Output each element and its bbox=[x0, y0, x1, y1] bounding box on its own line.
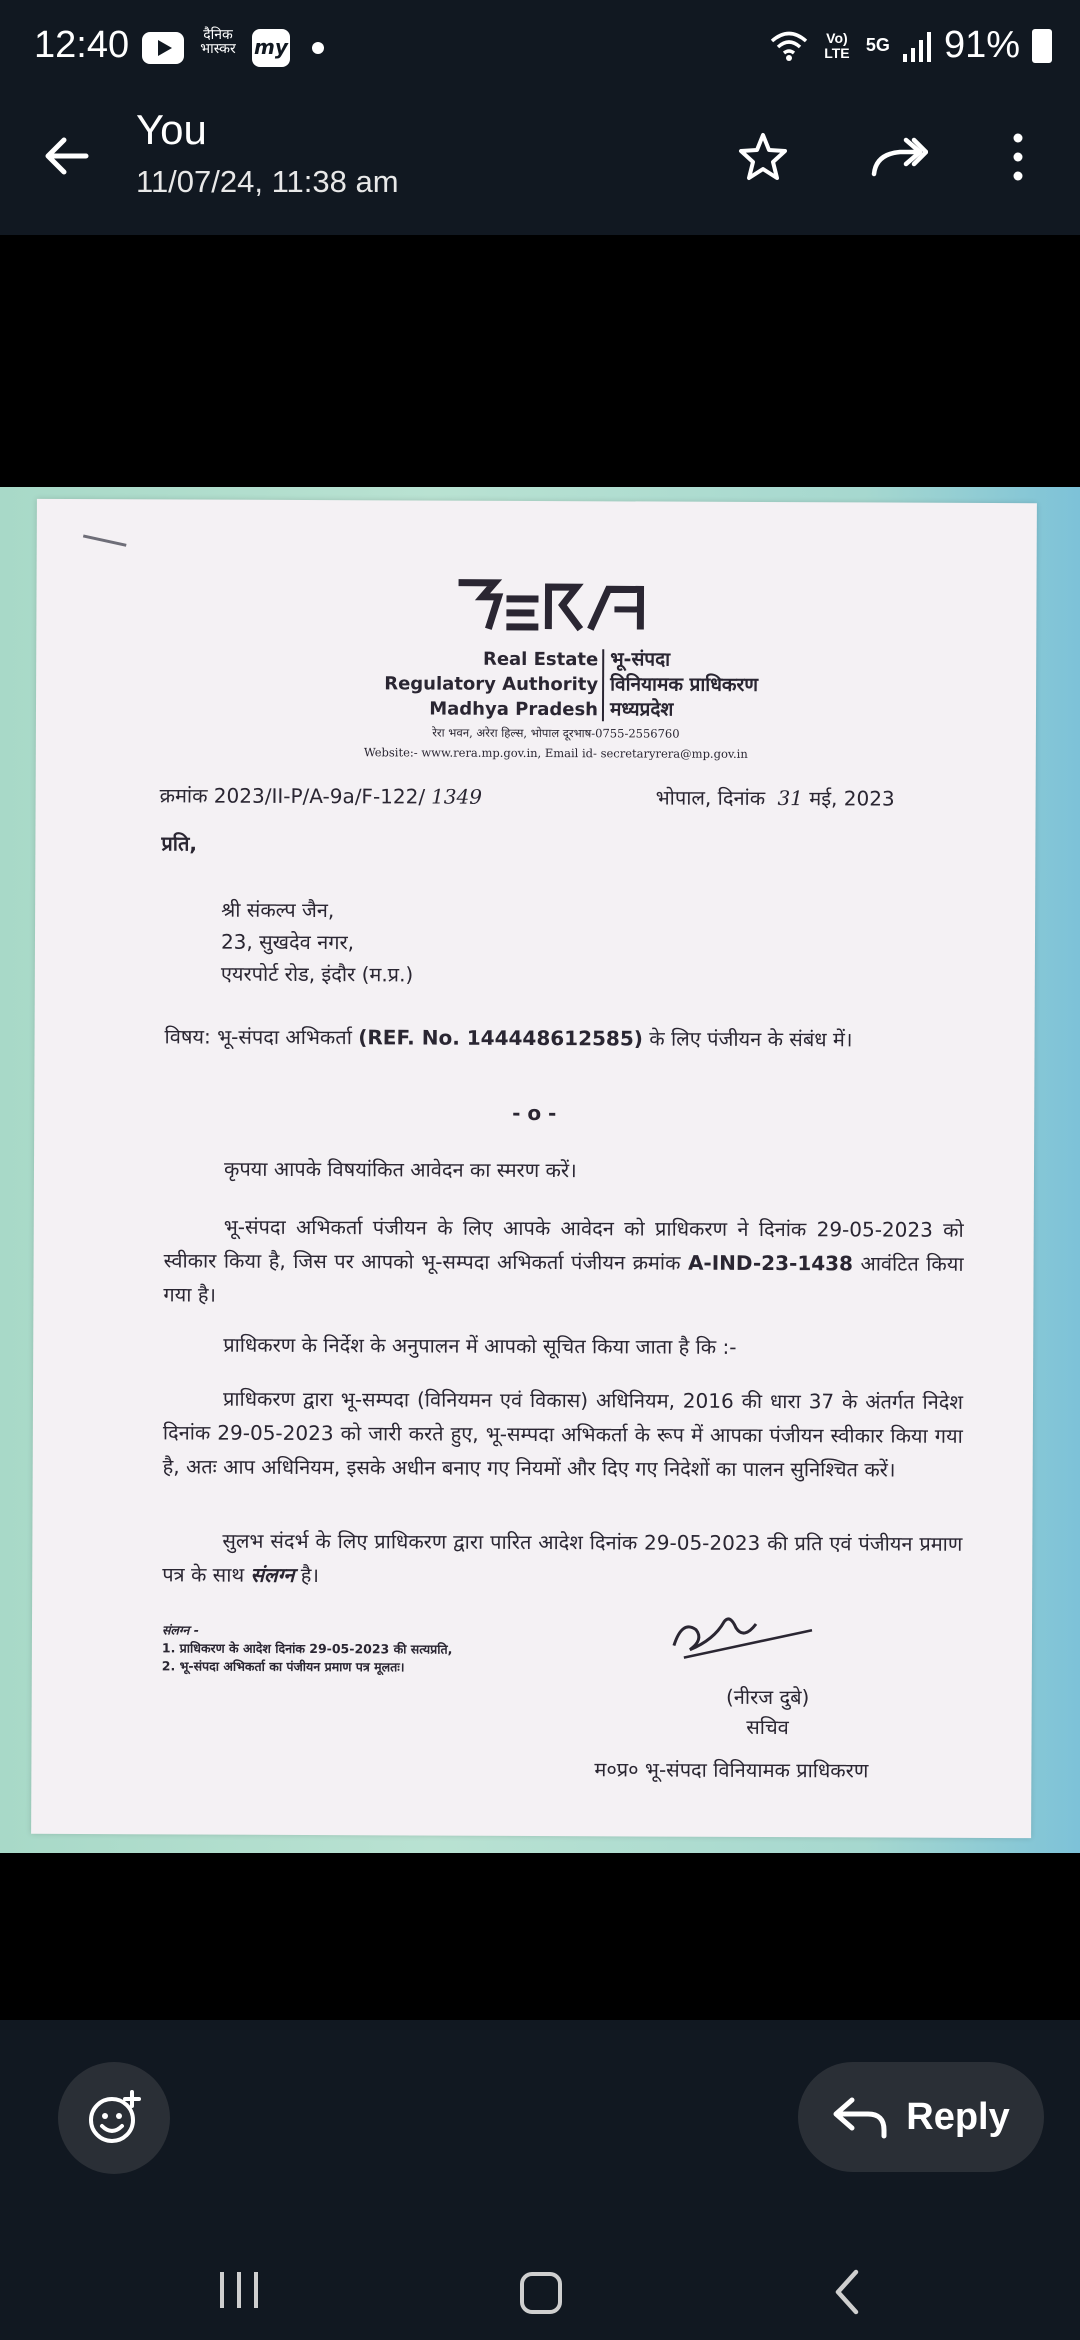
section-divider: - o - bbox=[512, 1100, 557, 1126]
battery-percent: 91% bbox=[943, 24, 1020, 66]
status-time: 12:40 bbox=[34, 24, 130, 66]
viewer-header bbox=[0, 100, 1080, 235]
recent-apps-icon[interactable] bbox=[218, 2270, 260, 2310]
reply-arrow-icon bbox=[832, 2094, 888, 2140]
org-name-english: Real Estate Regulatory Authority Madhya Pradesh bbox=[384, 648, 599, 721]
forward-icon[interactable] bbox=[868, 130, 928, 184]
paragraph-1: कृपया आपके विषयांकित आवेदन का स्मरण करें। bbox=[223, 1156, 577, 1183]
nav-back-icon[interactable] bbox=[830, 2268, 864, 2316]
dainik-bhaskar-icon: दैनिक भास्कर bbox=[200, 27, 236, 57]
network-5g-icon: 5G bbox=[865, 35, 890, 55]
system-nav-bar bbox=[0, 2240, 1080, 2340]
signatory-organisation: म०प्र० भू-संपदा विनियामक प्राधिकरण bbox=[594, 1757, 869, 1783]
paragraph-2: भू-संपदा अभिकर्ता पंजीयन के लिए आपके आवेदन को प्राधिकरण ने दिनांक 29-05-2023 को स्वीकार किया है, जिस पर आपको भू-सम्पदा अभिकर्ता पंजीयन क्रमांक A-IND-23-1438 आवंटित किया गया है। bbox=[163, 1214, 964, 1307]
emoji-reaction-button[interactable] bbox=[58, 2062, 170, 2174]
star-icon[interactable] bbox=[736, 130, 790, 184]
status-bar bbox=[0, 0, 1080, 100]
reference-number: क्रमांक 2023/II-P/A-9a/F-122/ 1349 bbox=[159, 783, 483, 809]
salutation: प्रति, bbox=[161, 831, 198, 856]
rera-logo bbox=[454, 575, 654, 638]
org-name-hindi: भू-संपदा विनियामक प्राधिकरण मध्यप्रदेश bbox=[609, 648, 759, 721]
reply-bar bbox=[0, 2020, 1080, 2240]
place-date: भोपाल, दिनांक 31 मई, 2023 bbox=[655, 785, 895, 811]
signal-icon bbox=[902, 30, 932, 62]
system-icons bbox=[770, 24, 1052, 67]
reply-label: Reply bbox=[906, 2095, 1010, 2138]
letter-paper bbox=[31, 499, 1037, 1838]
signatory: (नीरज दुबे) सचिव bbox=[725, 1684, 810, 1740]
paragraph-3: प्राधिकरण के निर्देश के अनुपालन में आपको सूचित किया जाता है कि :- bbox=[223, 1332, 737, 1359]
recipient-address: श्री संकल्प जैन, 23, सुखदेव नगर, एयरपोर्ट रोड, इंदौर (म.प्र.) bbox=[220, 897, 414, 987]
more-notifications-dot bbox=[312, 42, 324, 54]
paragraph-5: सुलभ संदर्भ के लिए प्राधिकरण द्वारा पारित आदेश दिनांक 29-05-2023 की प्रति एवं पंजीयन प्रमाण पत्र के साथ संलग्न है। bbox=[162, 1528, 963, 1588]
sender-name: You bbox=[136, 106, 207, 153]
wifi-icon bbox=[770, 30, 808, 62]
youtube-icon bbox=[142, 32, 184, 64]
org-divider bbox=[602, 649, 604, 721]
arrow-left-icon[interactable] bbox=[38, 126, 98, 186]
home-icon[interactable] bbox=[520, 2272, 562, 2314]
paragraph-4: प्राधिकरण द्वारा भू-सम्पदा (विनियमन एवं विकास) अधिनियम, 2016 की धारा 37 के अंतर्गत निदेश दिनांक 29-05-2023 को जारी करते हुए, भू-सम्पदा अभिकर्ता के रूप में आपका पंजीयन स्वीकार किया गया है, अतः आप अधिनियम, इसके अधीन बनाए गए नियमों और दिए गए निदेशों का पालन सुनिश्चित करें। bbox=[162, 1386, 964, 1482]
my-app-icon: my bbox=[252, 29, 290, 67]
notification-icons bbox=[142, 28, 324, 68]
org-contact: रेरा भवन, अरेरा हिल्स, भोपाल दूरभाष-0755-2556760 Website:- www.rera.mp.gov.in, Email id- secretaryrera@mp.gov.in bbox=[363, 725, 748, 761]
signature bbox=[664, 1600, 814, 1671]
more-vertical-icon[interactable] bbox=[1000, 130, 1036, 184]
volte-icon: Vo) LTE bbox=[824, 29, 850, 61]
battery-icon bbox=[1032, 29, 1052, 63]
document-photo[interactable] bbox=[0, 487, 1080, 1853]
reply-button[interactable] bbox=[798, 2062, 1044, 2172]
enclosures: संलग्न - 1. प्राधिकरण के आदेश दिनांक 29-05-2023 की सत्यप्रति, 2. भू-संपदा अभिकर्ता का पंजीयन प्रमाण पत्र मूलतः। bbox=[161, 1622, 453, 1675]
emoji-add-icon bbox=[86, 2090, 142, 2146]
message-timestamp: 11/07/24, 11:38 am bbox=[136, 164, 399, 199]
pen-mark bbox=[83, 534, 127, 546]
subject-line: विषय: भू-संपदा अभिकर्ता (REF. No. 144448612585) के लिए पंजीयन के संबंध में। bbox=[164, 1024, 853, 1052]
